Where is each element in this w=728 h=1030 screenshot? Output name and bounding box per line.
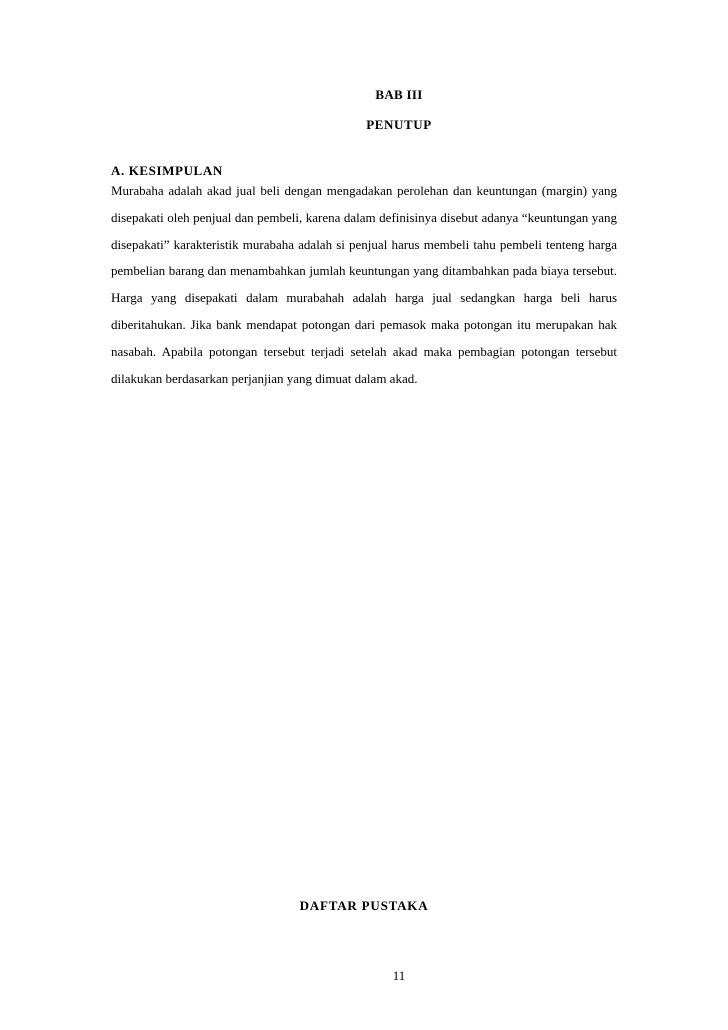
section-heading-text: A. KESIMPULAN bbox=[111, 163, 223, 178]
conclusion-paragraph: Murabaha adalah akad jual beli dengan mengadakan perolehan dan keuntungan (margin) yang disepakati oleh penjual dan pembeli, karena dalam definisinya disebut adanya “keuntungan yang disepakati” karakteristik murabaha adalah si penjual harus membeli tahu pembeli tenteng harga pembelian barang dan menambahkan jumlah keuntungan yang ditambahkan pada biaya tersebut. Harga yang disepakati dalam murabahah adalah harga jual sedangkan harga beli harus diberitahukan. Jika bank mendapat potongan dari pemasok maka potongan itu merupakan hak nasabah. Apabila potongan tersebut terjadi setelah akad maka pembagian potongan tersebut dilakukan berdasarkan perjanjian yang dimuat dalam akad. bbox=[111, 183, 617, 386]
section-heading bbox=[111, 163, 223, 179]
chapter-number-text: BAB III bbox=[375, 87, 423, 102]
page-number bbox=[0, 968, 728, 984]
chapter-title bbox=[0, 117, 728, 133]
chapter-number bbox=[0, 87, 728, 103]
chapter-title-text: PENUTUP bbox=[366, 117, 432, 132]
page-number-text: 11 bbox=[392, 968, 406, 983]
references-title bbox=[0, 898, 728, 914]
references-title-text: DAFTAR PUSTAKA bbox=[299, 898, 429, 913]
